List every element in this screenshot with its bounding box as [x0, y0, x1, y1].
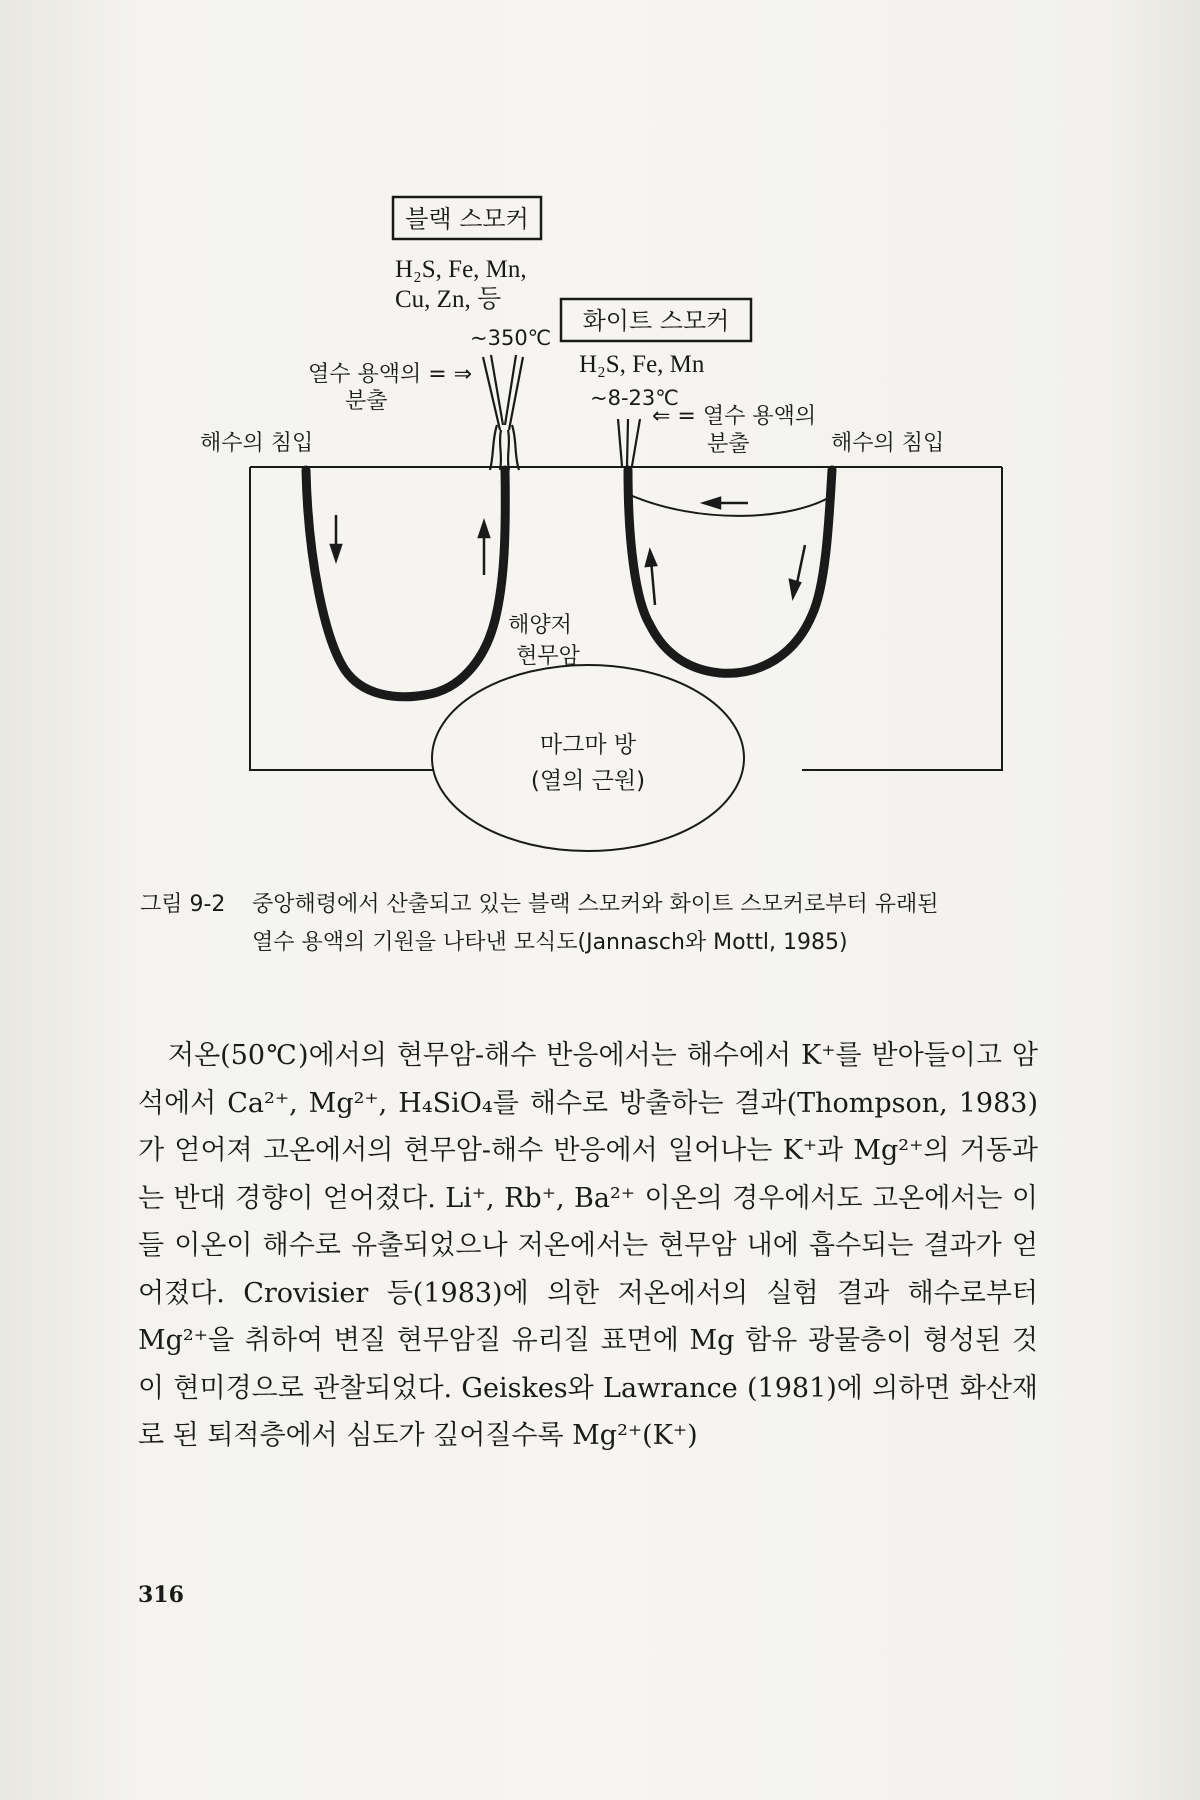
- page-number: 316: [138, 1582, 184, 1608]
- magma-chamber-label-line1: 마그마 방: [539, 732, 637, 758]
- caption-line2: 열수 용액의 기원을 나타낸 모식도(Jannasch와 Mottl, 1985): [252, 930, 848, 955]
- black-smoker-circulation-loop: [306, 470, 505, 697]
- white-smoker-plume: [618, 419, 640, 466]
- white-smoker-title: 화이트 스모커: [582, 307, 730, 335]
- body-text: [138, 1032, 1038, 1460]
- white-smoker-circulation-loop: [628, 470, 832, 673]
- seawater-intrusion-left-label: 해수의 침입: [200, 431, 314, 456]
- upflow-arrow-right: [651, 560, 655, 605]
- white-smoker-chem: H₂S, Fe, Mn: [579, 351, 705, 378]
- body-paragraph: 저온(50℃)에서의 현무암-해수 반응에서는 해수에서 K⁺를 받아들이고 암석에서 Ca²⁺, Mg²⁺, H₄SiO₄를 해수로 방출하는 결과(Thompson, 1983)가 얻어져 고온에서의 현무암-해수 반응에서 일어나는 K⁺과 Mg²⁺의 거동과는 반대 경향이 얻어졌다. Li⁺, Rb⁺, Ba²⁺ 이온의 경우에서도 고온에서는 이들 이온이 해수로 유출되었으나 저온에서는 현무암 내에 흡수되는 결과가 얻어졌다. Crovisier 등(1983)에 의한 저온에서의 실험 결과 해수로부터 Mg²⁺을 취하여 변질 현무암질 유리질 표면에 Mg 함유 광물층이 형성된 것이 현미경으로 관찰되었다. Geiskes와 Lawrance (1981)에 의하면 화산재로 된 퇴적층에서 심도가 깊어질수록 Mg²⁺(K⁺): [138, 1040, 1039, 1451]
- flow-arrows: [331, 498, 805, 605]
- right-eruption-label-line1: ⇐ = 열수 용액의: [652, 404, 817, 429]
- left-eruption-label-line1: 열수 용액의 = ⇒: [308, 362, 473, 387]
- black-smoker-plume: [483, 355, 523, 470]
- black-smoker-temp: ~350℃: [470, 326, 552, 350]
- black-smoker-chem-line1: H₂S, Fe, Mn,: [395, 256, 527, 283]
- black-smoker-title: 블랙 스모커: [405, 205, 529, 233]
- right-eruption-label-line2: 분출: [707, 432, 750, 457]
- caption-line1: 중앙해령에서 산출되고 있는 블랙 스모커와 화이트 스모커로부터 유래된: [252, 892, 939, 917]
- magma-chamber-label-line2: (열의 근원): [530, 768, 646, 794]
- left-eruption-label-line2: 분출: [345, 389, 388, 414]
- black-smoker-chem-line2: Cu, Zn, 등: [395, 286, 502, 313]
- figure-number: 그림 9-2: [140, 892, 226, 917]
- white-smoker-temp: ~8-23℃: [590, 386, 679, 410]
- hydrothermal-diagram: [0, 0, 1200, 880]
- basalt-label-line2: 현무암: [516, 644, 580, 669]
- shallow-recharge-arc: [630, 495, 830, 516]
- magma-chamber: [432, 665, 744, 851]
- figure-caption: [140, 886, 1040, 962]
- seawater-intrusion-right-label: 해수의 침입: [831, 431, 945, 456]
- basalt-label-line1: 해양저: [508, 613, 572, 638]
